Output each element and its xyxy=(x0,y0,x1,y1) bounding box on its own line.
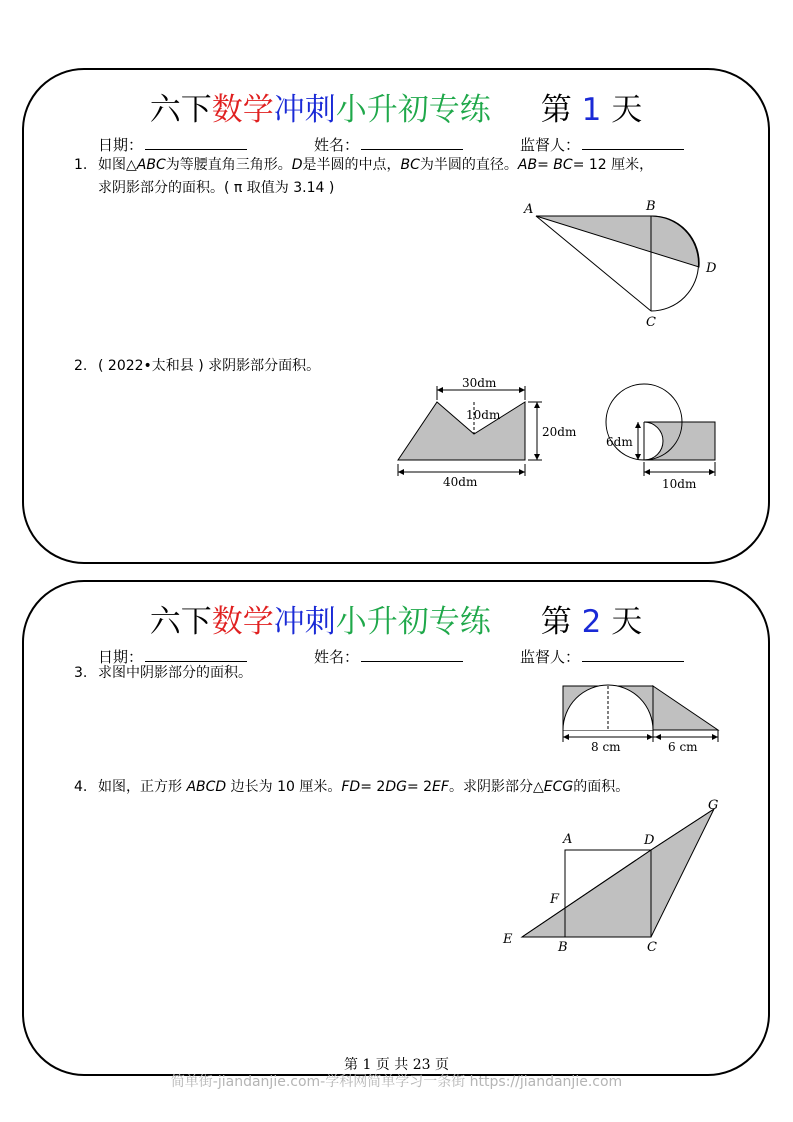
question-1 xyxy=(74,154,653,200)
q-var: AB xyxy=(517,157,538,173)
q-text: = 2 xyxy=(360,779,386,795)
q-text: = 2 xyxy=(406,779,433,795)
question-number: 3. xyxy=(74,665,88,681)
question-2 xyxy=(74,355,320,378)
q-var: ABCD xyxy=(186,779,227,795)
q1-label-d: D xyxy=(706,261,717,276)
q2-figure-left xyxy=(392,372,592,492)
arrow-icon xyxy=(635,422,641,428)
dim-label-left: 8 cm xyxy=(591,740,621,754)
dim-label-bottom: 40dm xyxy=(443,475,478,489)
supervisor-field xyxy=(520,646,684,667)
day-prefix: 第 xyxy=(540,92,572,128)
day-suffix: 天 xyxy=(611,604,643,640)
q-var: D xyxy=(291,157,303,173)
day1-card xyxy=(22,68,770,564)
q-var: EF xyxy=(432,779,449,795)
q1-label-b: B xyxy=(646,199,656,214)
q-text: 为半圆的直径。 xyxy=(419,157,518,173)
day-number: 2 xyxy=(581,604,602,640)
arrow-icon xyxy=(534,454,540,460)
arrow-icon xyxy=(519,387,525,393)
q-var: BC xyxy=(400,157,420,173)
q-text: 如图△ xyxy=(98,157,137,173)
q2-right-shade xyxy=(644,422,715,460)
dim-label-right: 6 cm xyxy=(668,740,698,754)
q-text-line2: 求阴影部分的面积。( π 取值为 3.14 ) xyxy=(98,180,335,196)
q3-figure xyxy=(558,682,728,762)
q2-left-shade xyxy=(398,402,525,460)
title-part: 小升初专练 xyxy=(335,92,491,128)
date-field xyxy=(98,134,247,155)
q1-label-a: A xyxy=(524,202,534,217)
date-blank[interactable] xyxy=(145,135,247,150)
q-text: 的面积。 xyxy=(573,779,630,795)
dim-label-mid: 10dm xyxy=(466,408,501,422)
q-text: ( 2022•太和县 ) 求阴影部分面积。 xyxy=(98,358,321,374)
q2-figure-right xyxy=(600,380,730,498)
q-var: BC xyxy=(553,157,573,173)
dim-label-right: 20dm xyxy=(542,425,577,439)
date-label: 日期： xyxy=(98,648,144,666)
question-number: 1. xyxy=(74,157,88,173)
arrow-icon xyxy=(709,469,715,475)
day-label xyxy=(541,84,642,129)
q-text: 求图中阴影部分的面积。 xyxy=(98,665,252,681)
q-text: = xyxy=(537,157,554,173)
arrow-icon xyxy=(647,734,653,740)
watermark: 简单街-jiandanjie.com-学科网简单学习一条街 https://jiandanjie.com xyxy=(170,1074,623,1090)
q-var: DG xyxy=(385,779,407,795)
q-text: 如图，正方形 xyxy=(98,779,187,795)
name-blank[interactable] xyxy=(361,135,463,150)
q-text: 是半圆的中点， xyxy=(302,157,401,173)
title-part: 六下 xyxy=(149,604,212,640)
question-number: 4. xyxy=(74,779,88,795)
title-part: 冲刺 xyxy=(273,604,336,640)
day-number: 1 xyxy=(581,92,602,128)
q1-figure xyxy=(512,196,752,336)
name-field xyxy=(314,646,463,667)
arrow-icon xyxy=(644,469,650,475)
arrow-icon xyxy=(519,469,525,475)
day1-title xyxy=(24,84,768,129)
q-text: 。求阴影部分△ xyxy=(448,779,544,795)
arrow-icon xyxy=(437,387,443,393)
q-text: 为等腰直角三角形。 xyxy=(165,157,292,173)
dim-label-left: 6dm xyxy=(606,435,633,449)
day-label xyxy=(541,596,642,641)
q-var: FD xyxy=(341,779,361,795)
title-part: 数学 xyxy=(211,92,274,128)
supervisor-blank[interactable] xyxy=(582,135,684,150)
page-number: 第 1 页 共 23 页 xyxy=(344,1057,449,1073)
arrow-icon xyxy=(534,402,540,408)
supervisor-label: 监督人： xyxy=(520,136,581,154)
date-blank[interactable] xyxy=(145,647,247,662)
q-var: ECG xyxy=(543,779,574,795)
q4-label-b: B xyxy=(558,940,568,955)
supervisor-blank[interactable] xyxy=(582,647,684,662)
arrow-icon xyxy=(712,734,718,740)
question-3 xyxy=(74,662,252,685)
q4-label-c: C xyxy=(647,940,657,955)
dim-label-bottom: 10dm xyxy=(662,477,697,491)
q4-label-e: E xyxy=(503,932,513,947)
title-part: 数学 xyxy=(211,604,274,640)
q-text: = 12 厘米， xyxy=(572,157,654,173)
q-text: 边长为 10 厘米。 xyxy=(226,779,342,795)
q4-figure xyxy=(494,796,734,956)
dim-label-top: 30dm xyxy=(462,376,497,390)
arrow-icon xyxy=(398,469,404,475)
arrow-icon xyxy=(655,734,661,740)
q1-shade xyxy=(536,216,699,267)
q4-label-d: D xyxy=(644,833,655,848)
day-prefix: 第 xyxy=(540,604,572,640)
title-part: 六下 xyxy=(149,92,212,128)
q4-label-g: G xyxy=(708,798,719,813)
title-part: 冲刺 xyxy=(273,92,336,128)
supervisor-field xyxy=(520,134,684,155)
name-label: 姓名： xyxy=(314,136,360,154)
name-label: 姓名： xyxy=(314,648,360,666)
supervisor-label: 监督人： xyxy=(520,648,581,666)
q4-label-f: F xyxy=(550,892,560,907)
q4-label-a: A xyxy=(563,832,573,847)
date-label: 日期： xyxy=(98,136,144,154)
arrow-icon xyxy=(563,734,569,740)
q1-label-c: C xyxy=(646,315,656,330)
question-number: 2. xyxy=(74,358,88,374)
name-field xyxy=(314,134,463,155)
day2-title xyxy=(24,596,768,641)
name-blank[interactable] xyxy=(361,647,463,662)
day1-meta xyxy=(24,134,768,156)
day-suffix: 天 xyxy=(611,92,643,128)
title-part: 小升初专练 xyxy=(335,604,491,640)
day2-card xyxy=(22,580,770,1076)
q-var: ABC xyxy=(136,157,166,173)
